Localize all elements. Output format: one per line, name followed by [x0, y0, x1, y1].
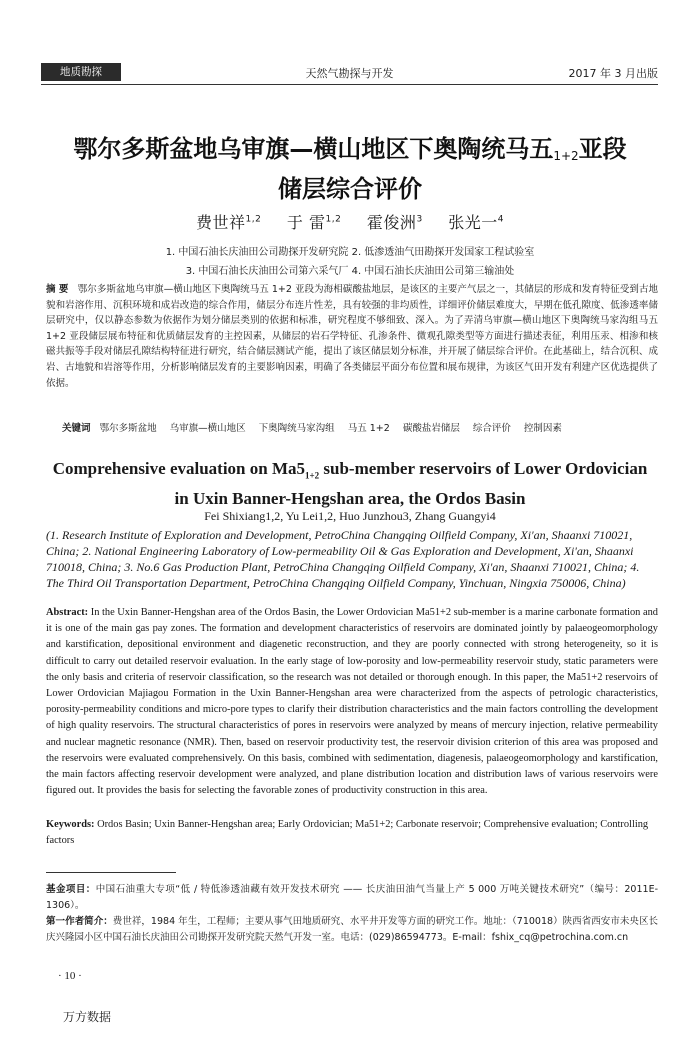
- journal-name: 天然气勘探与开发: [305, 67, 394, 80]
- abstract-label: Abstract:: [46, 607, 89, 618]
- funding-footnote: 基金项目：中国石油重大专项“低 / 特低渗透油藏有效开发技术研究 —— 长庆油田油气当量上产 5 000 万吨关键技术研究”（编号：2011E-1306）。: [46, 884, 658, 911]
- chinese-abstract: [46, 282, 658, 391]
- running-header: [41, 61, 658, 85]
- abstract-text: 鄂尔多斯盆地乌审旗—横山地区下奥陶统马五 1+2 亚段为海相碳酸盐地层，是该区的主要产气层之一，其储层的形成和发育特征受到古地貌和岩溶作用、沉积环境和成岩改造的综合作用，储层分布连片性差，具有较强的非均质性，详细评价储层难度大，早期在低孔隙度、低渗透率储层研究中，仅以静态参数为依据作为划分储层类别的依据和标准，研究程度不够细致、深入。为了弄清乌审旗—横山地区下奥陶统马家沟组马五 1+2 亚段储层展布特征和优质储层发育的主控因素，从储层的岩石学特征、孔渗条件、微观孔隙类型等方面进行描述表征，利用压汞、相渗和核磁共振等手段对储层孔隙结构特征进行研究，结合储层测试产能，提出了该区储层划分标准，并开展了储层综合评价。在此基础上，结合沉积、成岩、古地貌和岩溶等作用，分析影响储层发育的主要影响因素，明确了各类储层平面分布位置和展布规律，为该区气田开发有利建产区优选提供了依据。: [46, 284, 659, 389]
- header-rule: [41, 84, 658, 85]
- english-title: Comprehensive evaluation on $Ma5_{1+2}$ sub-member reservoirs of Lower Ordovician in Uxin Banner-Hengshan area, the Ordos Basin: [52, 459, 648, 509]
- author: 张光一$^4$: [448, 213, 505, 232]
- footnote-rule: [46, 872, 176, 873]
- chinese-affiliations-line2: 3. 中国石油长庆油田公司第六采气厂 4. 中国石油长庆油田公司第三输油处: [185, 266, 515, 277]
- author: 霍俊洲$^3$: [366, 213, 423, 232]
- watermark: 万方数据: [63, 1010, 112, 1024]
- english-abstract: [46, 605, 658, 799]
- abstract-label: 摘 要: [46, 284, 69, 295]
- english-affiliations: (1. Research Institute of Exploration and Development, PetroChina Changqing Oilfield Company, Xi'an, Shaanxi 710021, China; 2. National Engineering Laboratory of Low-permeability Oil & Gas Exploration and Development, Xi'an, Shaanxi 710018, China; 3. No.6 Gas Production Plant, PetroChina Changqing Oilfield Company, Xi'an, Shaanxi 710021, China; 4. The Third Oil Transportation Department, PetroChina Changqing Oilfield Company, Yinchuan, Ningxia 750006, China): [46, 528, 640, 590]
- author: 费世祥$^{1,2}$: [195, 213, 262, 232]
- abstract-text: In the Uxin Banner-Hengshan area of the Ordos Basin, the Lower Ordovician Ma51+2 sub-member is a marine carbonate formation and it is one of the main gas pay zones. The formation and development characteristics of reservoirs are dominated jointly by palaeogeomorphology and karstification, depositional environment and diagenetic reconstruction, and they are poorly connected with strong heterogeneity, so it is difficult to carry out detailed reservoir evaluation. In the early stage of low-porosity and low-permeability reservoir study, static parameters were the only basis and criteria of reservoir classification, so the research was not detailed or thorough enough. In this paper, the Ma51+2 reservoirs of Lower Ordovician Majiagou Formation in the Uxin Banner-Hengshan area were characterized from the aspects of petrologic characteristics, porosity-permeability conditions and micro-pore types to clarify their distribution characteristics and the main factors controlling the development of high quality reservoirs. The structural characteristics of pores in reservoirs were analyzed by means of mercury injection, relative permeability and nuclear magnetic resonance (NMR). Then, based on reservoir productivity test, the reservoir division criterion of this area was proposed and the reservoirs were evaluated comprehensively. On this basis, combined with sedimentation, diagenesis, palaeogeomorphology and karstification, the main factors affecting reservoir development were analyzed, and plane distribution location and distribution laws of various reservoirs were figured out. It provides the basis for selecting the favorable zones of productivity construction in this area.: [46, 607, 658, 797]
- issue-date: 2017 年 3 月出版: [568, 67, 658, 80]
- english-authors: Fei Shixiang1,2, Yu Lei1,2, Huo Junzhou3, Zhang Guangyi4: [204, 509, 496, 523]
- chinese-affiliations-line1: 1. 中国石油长庆油田公司勘探开发研究院 2. 低渗透油气田勘探开发国家工程试验室: [165, 247, 535, 258]
- section-tag: 地质勘探: [41, 63, 121, 81]
- keywords-text: Ordos Basin; Uxin Banner-Hengshan area; Early Ordovician; Ma51+2; Carbonate reservoir; Comprehensive evaluation; Controlling factors: [46, 819, 649, 846]
- author-footnote: 第一作者简介：费世祥，1984 年生，工程师；主要从事气田地质研究、水平井开发等方面的研究工作。地址：（710018）陕西省西安市未央区长庆兴隆园小区中国石油长庆油田公司勘探开发研究院天然气开发一室。电话：(029)86594773。E-mail：fshix_cq@petrochina.com.cn: [46, 916, 658, 943]
- keywords-label: 关键词: [62, 423, 91, 434]
- keywords-label: Keywords:: [46, 819, 95, 830]
- english-keywords: [46, 817, 658, 849]
- author: 于 雷$^{1,2}$: [286, 213, 342, 232]
- page-number: · 10 ·: [58, 970, 82, 982]
- chinese-title: 鄂尔多斯盆地乌审旗—横山地区下奥陶统马五$_{1+2}$亚段 储层综合评价: [73, 135, 627, 203]
- chinese-keywords: 关键词 鄂尔多斯盆地 乌审旗—横山地区 下奥陶统马家沟组 马五 1+2 碳酸盐岩储层 综合评价 控制因素: [62, 423, 562, 434]
- chinese-authors: [40, 210, 660, 233]
